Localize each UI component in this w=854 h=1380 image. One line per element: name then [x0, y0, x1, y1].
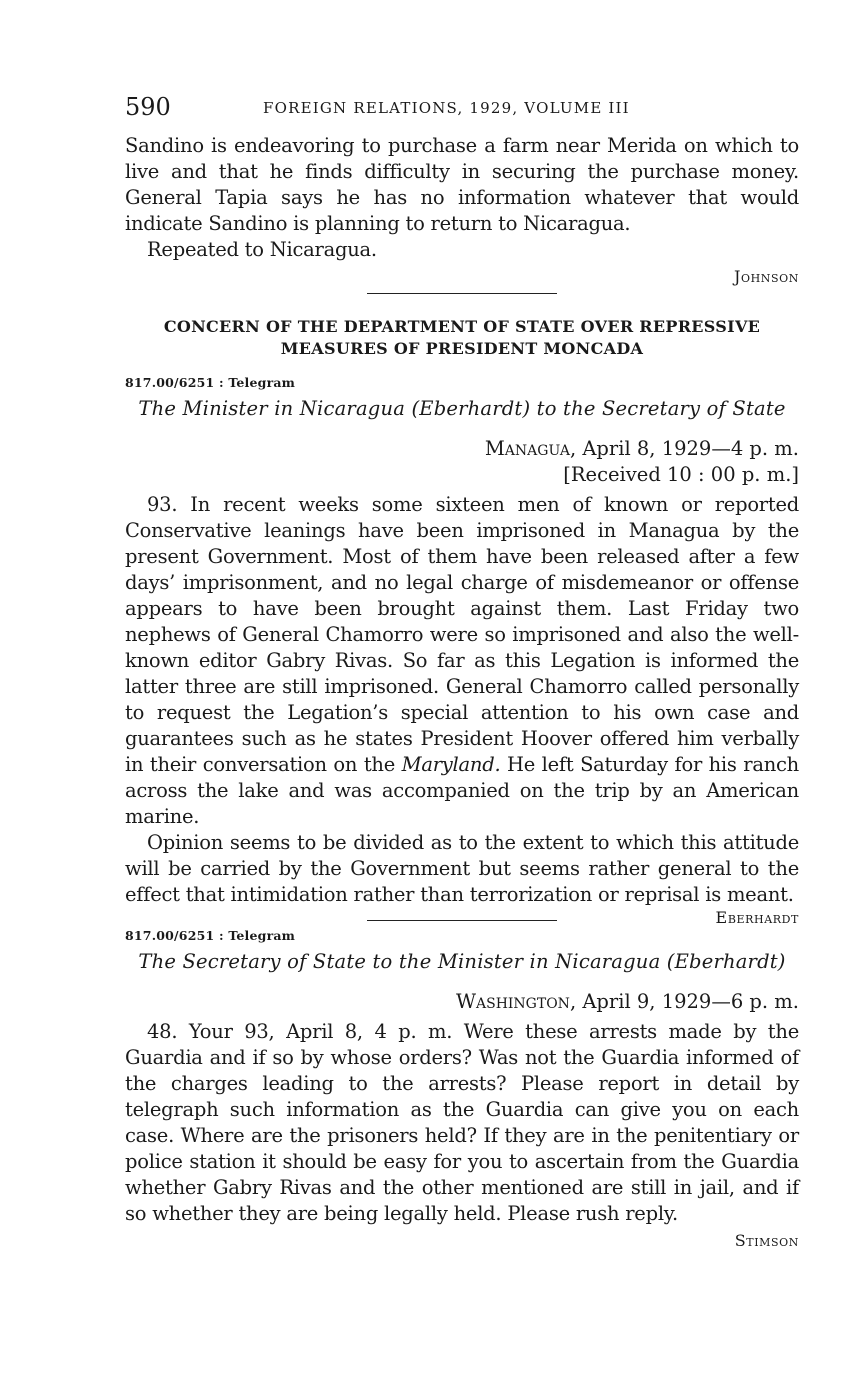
dateline — [125, 436, 799, 462]
signature-eberhardt: Eberhardt — [715, 908, 799, 927]
section-divider — [367, 293, 557, 294]
document-page — [125, 92, 799, 1253]
document-divider — [367, 920, 557, 921]
telegram-paragraph-2: Opinion seems to be divided as to the extent to which this attitude will be carried by the Government but seems rather general to the effect that intimidation rather than terrorization or reprisal is meant. — [125, 831, 799, 906]
telegram-text: 93. In recent weeks some sixteen men of known or reported Conservative leanings have been imprisoned in Managua by the present Government. Most of them have been released after a few days’ imprisonment, and no legal charge of misdemeanor or offense appears to have been brought against them. Last Friday two nephews of General Chamorro were so imprisoned and also the well-known editor Gabry Rivas. So far as this Legation is informed the latter three are still imprisoned. General Chamorro called personally to request the Legation’s special attention to his own case and guarantees such as he states President Hoover offered him verbally in their conversation on the — [125, 493, 799, 776]
running-title: FOREIGN RELATIONS, 1929, VOLUME III — [263, 99, 630, 117]
dateline-place-2: Washington — [455, 990, 570, 1013]
section-heading-line1: CONCERN OF THE DEPARTMENT OF STATE OVER REPRESSIVE — [163, 317, 761, 336]
intro-paragraph: Sandino is endeavoring to purchase a farm near Merida on which to live and that he finds difficulty in securing the purchase money. General Tapia says he has no information whatever that would indicate Sandino is planning to return to Nicaragua. — [125, 134, 799, 235]
telegram-paragraph — [125, 492, 799, 830]
dateline-2 — [125, 989, 799, 1015]
received-line: [Received 10 : 00 p. m.] — [563, 463, 799, 486]
ship-name: Maryland. — [401, 753, 501, 776]
page-number: 590 — [125, 93, 171, 121]
running-head — [125, 92, 799, 126]
signature-stimson: Stimson — [734, 1231, 799, 1250]
file-reference-2: 817.00/6251 : Telegram — [125, 928, 296, 943]
telegram-text-cont: He left Saturday for his ranch across the lake and was accompanied on the trip by an American marine. — [125, 753, 799, 828]
section-heading-line2: MEASURES OF PRESIDENT MONCADA — [280, 339, 644, 358]
reply-paragraph: 48. Your 93, April 8, 4 p. m. Were these arrests made by the Guardia and if so by whose orders? Was not the Guardia informed of the charges leading to the arrests? Please report in detail by telegraph such information as the Guardia can give you on each case. Where are the prisoners held? If they are in the penitentiary or police station it should be easy for you to ascertain from the Guardia whether Gabry Rivas and the other mentioned are still in jail, and if so whether they are being legally held. Please rush reply. — [125, 1020, 799, 1225]
section-heading — [125, 316, 799, 360]
document-heading-2: The Secretary of State to the Minister in Nicaragua (Eberhardt) — [138, 950, 786, 973]
dateline-date: , April 8, 1929—4 p. m. — [569, 437, 799, 460]
signature-johnson: Johnson — [733, 267, 799, 286]
dateline-place: Managua — [484, 437, 570, 460]
dateline-date-2: , April 9, 1929—6 p. m. — [569, 990, 799, 1013]
repeated-note: Repeated to Nicaragua. — [147, 238, 377, 261]
document-heading: The Minister in Nicaragua (Eberhardt) to the Secretary of State — [138, 397, 786, 420]
file-reference: 817.00/6251 : Telegram — [125, 375, 296, 390]
